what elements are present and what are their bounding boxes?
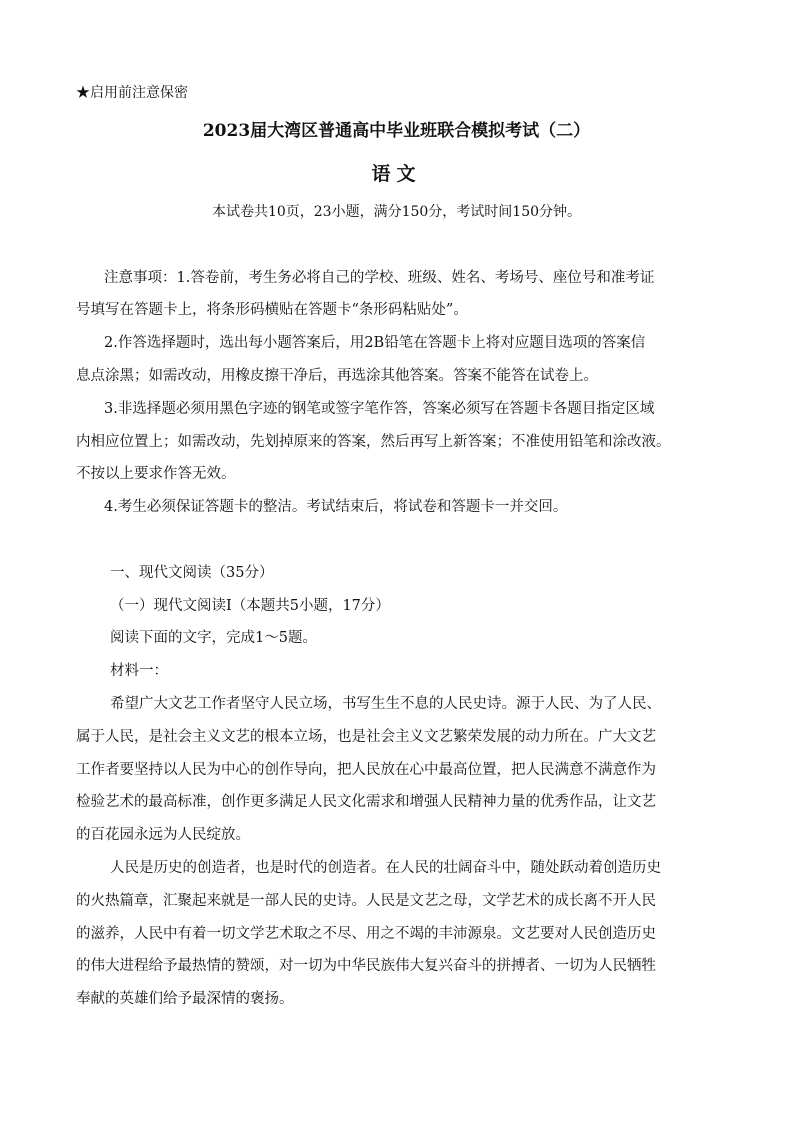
body-line: 检验艺术的最高标准，创作更多满足人民文化需求和增强人民精神力量的优秀作品，让文艺 [76, 794, 656, 810]
body-line: 人民是历史的创造者，也是时代的创造者。在人民的壮阔奋斗中，随处跃动着创造历史 [110, 860, 661, 876]
material-label: 材料一： [110, 663, 168, 679]
subject-title: 语文 [371, 163, 422, 185]
subsection-heading: （一）现代文阅读Ⅰ（本题共5小题，17分） [110, 598, 390, 614]
body-line: 工作者要坚持以人民为中心的创作导向，把人民放在心中最高位置，把人民满意不满意作为 [76, 762, 656, 778]
body-line: 的伟大进程给予最热情的赞颂，对一切为中华民族伟大复兴奋斗的拼搏者、一切为人民牺牲 [76, 958, 656, 974]
exam-title: 2023届大湾区普通高中毕业班联合模拟考试（二） [202, 121, 591, 141]
exam-info: 本试卷共10页，23小题，满分150分，考试时间150分钟。 [211, 204, 582, 220]
notes-line: 号填写在答题卡上，将条形码横贴在答题卡“条形码粘贴处”。 [76, 302, 468, 318]
body-line: 希望广大文艺工作者坚守人民立场，书写生生不息的人民史诗。源于人民、为了人民、 [110, 696, 661, 712]
body-line: 奉献的英雄们给予最深情的褒扬。 [76, 991, 294, 1007]
notes-line: 不按以上要求作答无效。 [76, 466, 236, 482]
body-line: 属于人民，是社会主义文艺的根本立场，也是社会主义文艺繁荣发展的动力所在。广大文艺 [76, 729, 656, 745]
body-line: 的滋养，人民中有着一切文学艺术取之不尽、用之不竭的丰沛源泉。文艺要对人民创造历史 [76, 926, 656, 942]
body-line: 的火热篇章，汇聚起来就是一部人民的史诗。人民是文艺之母，文学艺术的成长离不开人民 [76, 893, 656, 909]
body-line: 的百花园永远为人民绽放。 [76, 827, 250, 843]
notes-line: 注意事项：1.答卷前，考生务必将自己的学校、班级、姓名、考场号、座位号和准考证 [104, 270, 655, 286]
notes-line: 4.考生必须保证答题卡的整洁。考试结束后，将试卷和答题卡一并交回。 [104, 499, 568, 515]
notes-line: 3.非选择题必须用黑色字迹的钢笔或签字笔作答，答案必须写在答题卡各题目指定区域 [104, 401, 655, 417]
reading-instruction: 阅读下面的文字，完成1～5题。 [110, 630, 317, 646]
confidential-notice: ★启用前注意保密 [76, 85, 188, 101]
notes-line: 息点涂黑；如需改动，用橡皮擦干净后，再选涂其他答案。答案不能答在试卷上。 [76, 368, 598, 384]
notes-line: 2.作答选择题时，选出每小题答案后，用2B铅笔在答题卡上将对应题目选项的答案信 [104, 335, 646, 351]
notes-line: 内相应位置上；如需改动，先划掉原来的答案，然后再写上新答案；不准使用铅笔和涂改液。 [76, 434, 671, 450]
section-heading: 一、现代文阅读（35分） [110, 565, 274, 581]
